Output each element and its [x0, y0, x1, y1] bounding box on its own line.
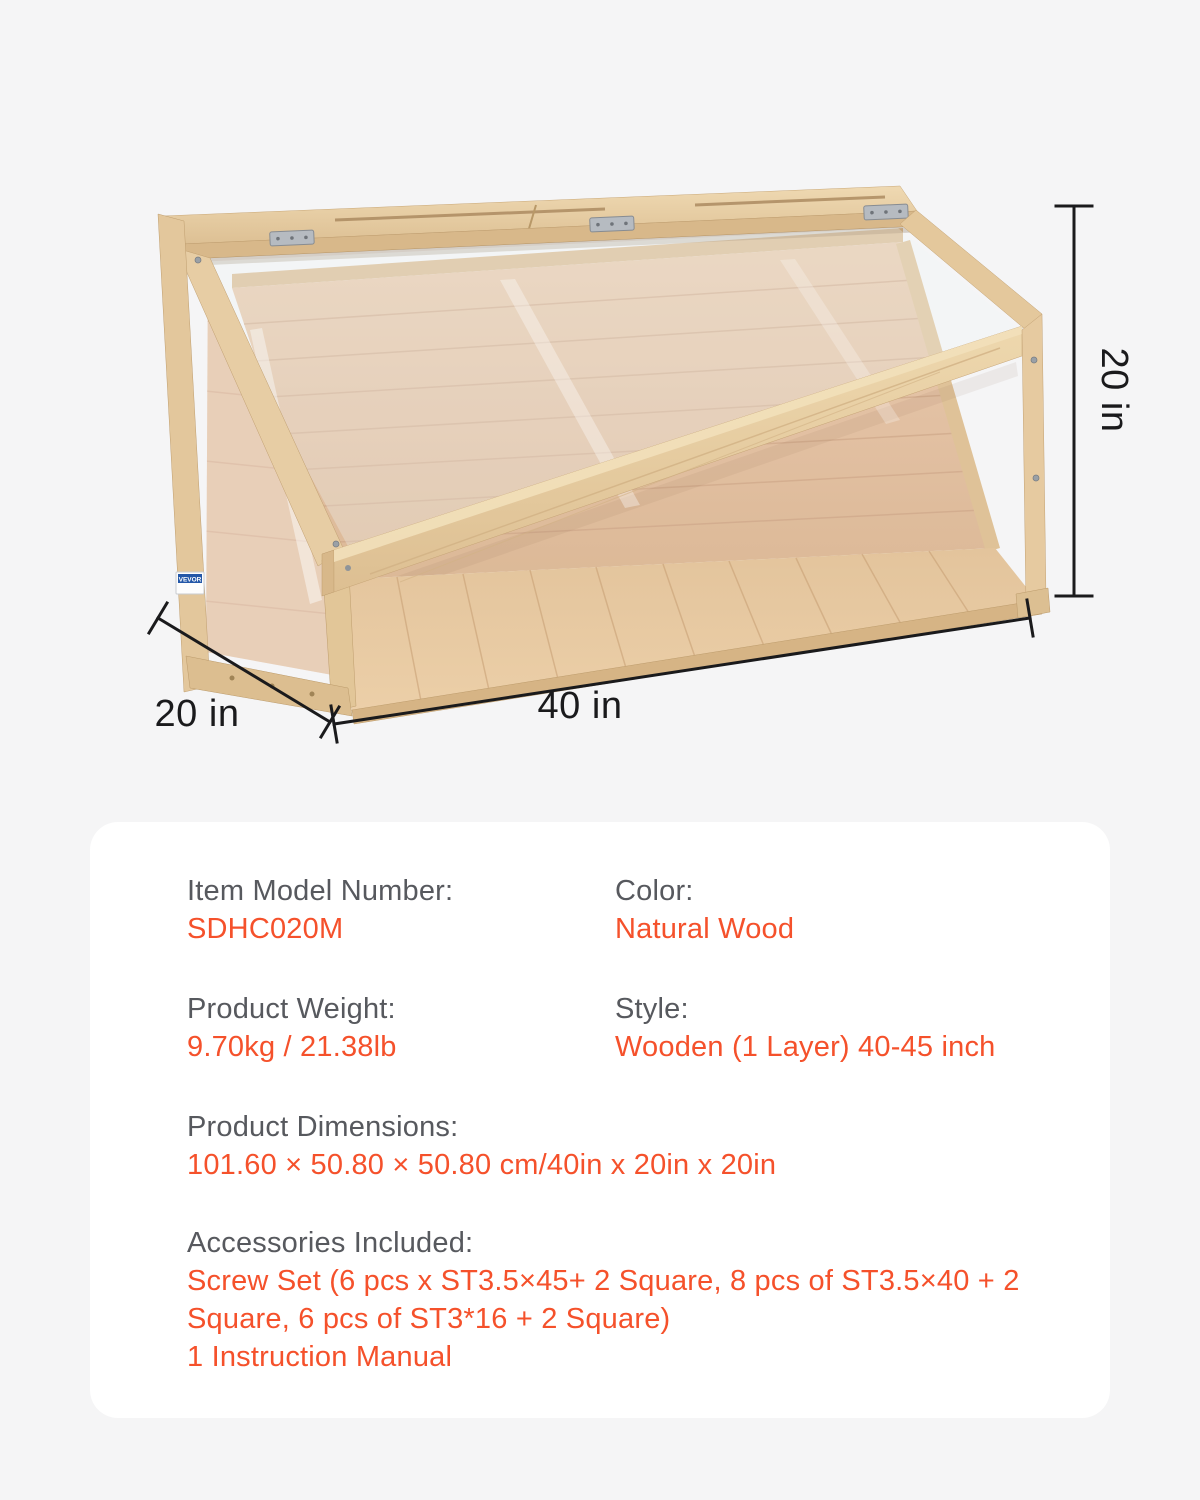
- spec-card: [90, 822, 1110, 1418]
- spec-value: Screw Set (6 pcs x ST3.5×45+ 2 Square, 8 pcs of ST3.5×40 + 2 Square, 6 pcs of ST3*16 + 2 Square): [187, 1265, 1020, 1335]
- spec-product-weight: [187, 990, 397, 1066]
- width-dimension-label: 40 in: [537, 685, 623, 727]
- spec-accessories-included: [187, 1224, 1059, 1376]
- brand-tag-label: VEVOR: [178, 576, 202, 584]
- spec-value: Natural Wood: [615, 913, 795, 945]
- spec-product-dimensions: [187, 1108, 1059, 1184]
- spec-label: Color:: [615, 875, 694, 907]
- spec-label: Product Weight:: [187, 993, 396, 1025]
- spec-item-model-number: [187, 872, 453, 948]
- spec-value: 1 Instruction Manual: [187, 1341, 453, 1373]
- spec-label: Style:: [615, 993, 689, 1025]
- height-dimension-label: 20 in: [1093, 347, 1135, 433]
- spec-label: Accessories Included:: [187, 1227, 474, 1259]
- spec-style: [615, 990, 995, 1066]
- right-post: [1016, 314, 1050, 618]
- hinge-icon: [270, 230, 315, 246]
- spec-value: Wooden (1 Layer) 40-45 inch: [615, 1031, 996, 1063]
- spec-label: Product Dimensions:: [187, 1111, 459, 1143]
- hinge-icon: [590, 216, 635, 232]
- spec-value: SDHC020M: [187, 913, 344, 945]
- spec-value: 9.70kg / 21.38lb: [187, 1031, 397, 1063]
- spec-label: Item Model Number:: [187, 875, 454, 907]
- height-dimension-line: [1056, 206, 1092, 596]
- brand-tag: [176, 572, 204, 594]
- spec-value: 101.60 × 50.80 × 50.80 cm/40in x 20in x 20in: [187, 1149, 777, 1181]
- hinge-icon: [864, 204, 909, 220]
- spec-color: [615, 872, 794, 948]
- depth-dimension-label: 20 in: [154, 693, 240, 735]
